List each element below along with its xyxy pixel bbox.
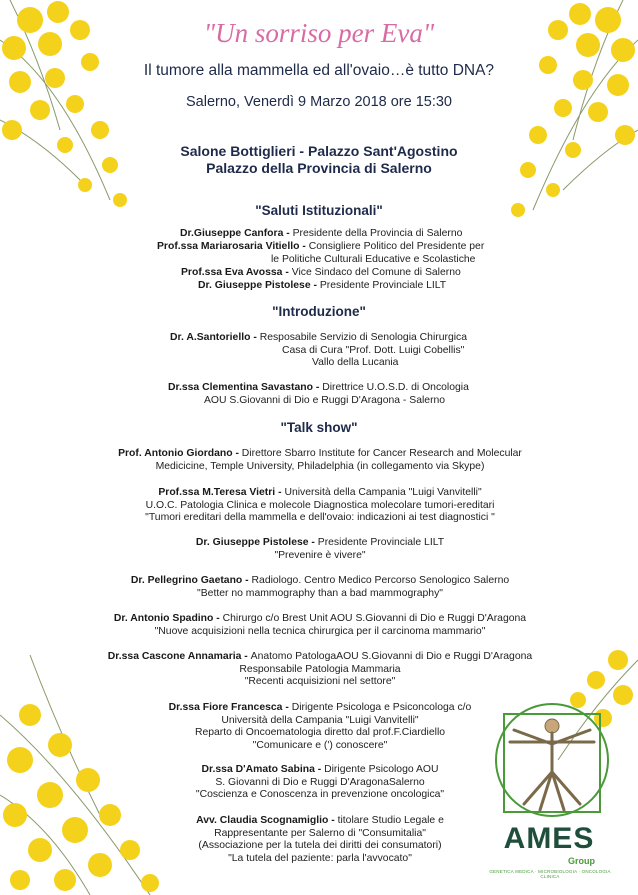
speaker-name: Avv. Claudia Scognamiglio - (196, 815, 338, 826)
talk-entry (120, 702, 520, 752)
talk-entry (90, 575, 550, 600)
speaker-detail: (Associazione per la tutela dei diritti dei consumatori) (198, 840, 442, 851)
talk-topic: "La tutela del paziente: parla l'avvocato" (228, 852, 412, 864)
saluti-entry (198, 280, 498, 293)
speaker-detail: Vallo della Lucania (312, 357, 399, 368)
speaker-name: Prof.ssa M.Teresa Vietri - (158, 487, 285, 498)
talk-topic: "Comunicare e (') conoscere" (252, 739, 388, 751)
venue-line-1: Salone Bottiglieri - Palazzo Sant'Agostino (180, 143, 458, 159)
speaker-name: Prof. Antonio Giordano - (118, 448, 242, 459)
speaker-name: Dr.Giuseppe Canfora - (180, 228, 293, 239)
speaker-role: Presidente Provinciale LILT (319, 280, 447, 291)
speaker-detail: Casa di Cura "Prof. Dott. Luigi Cobellis" (282, 344, 465, 356)
event-subtitle: Il tumore alla mammella ed all'ovaio…è tutto DNA? (143, 62, 495, 79)
event-venue (0, 143, 638, 177)
talk-topic: "Tumori ereditari della mammella e dell'ovaio: indicazioni ai test diagnostici " (145, 512, 495, 523)
saluti-entry (181, 267, 481, 280)
talk-topic: "Recenti acquisizioni nel settore" (244, 676, 396, 687)
speaker-role: Consigliere Politico del Presidente per (308, 241, 485, 252)
talk-entry (80, 651, 560, 689)
ames-logo: AMES (503, 822, 595, 855)
speaker-role: Direttrice U.O.S.D. di Oncologia (322, 382, 469, 393)
speaker-name: Dr.ssa Cascone Annamaria - (107, 651, 251, 662)
speaker-name: Prof.ssa Eva Avossa - (181, 267, 292, 278)
speaker-role-line-2: le Politiche Culturali Educative e Scolastiche (271, 253, 476, 265)
talk-entry (90, 448, 550, 473)
section-talk-heading: "Talk show" (280, 420, 358, 435)
ames-logo-group: Group (568, 856, 595, 866)
speaker-role: Vice Sindaco del Comune di Salerno (291, 267, 461, 278)
speaker-detail: AOU S.Giovanni di Dio e Ruggi D'Aragona - Salerno (204, 394, 446, 406)
ames-logo-tagline: GENETICA MEDICA · MICROBIOLOGIA · ONCOLOGIA CLINICA (489, 869, 611, 879)
talk-topic: "Coscienza e Conoscenza in prevenzione oncologica" (195, 789, 445, 800)
section-introduzione-heading: "Introduzione" (272, 304, 366, 319)
speaker-role: Dirigente Psicologa e Psiconcologa c/o (291, 702, 472, 713)
venue-line-2: Palazzo della Provincia di Salerno (206, 160, 432, 176)
speaker-role: Dirigente Psicologo AOU (324, 764, 439, 775)
speaker-name: Dr. Pellegrino Gaetano - (130, 575, 252, 586)
speaker-detail: S. Giovanni di Dio e Ruggi D'AragonaSalerno (215, 776, 425, 788)
speaker-name: Prof.ssa Mariarosaria Vitiello - (157, 241, 309, 252)
talk-topic: "Prevenire è vivere" (274, 549, 366, 561)
speaker-role: Università della Campania "Luigi Vanvitelli" (284, 487, 482, 498)
speaker-detail: Medicicine, Temple University, Philadelphia (in collegamento via Skype) (155, 460, 485, 472)
talk-entry (90, 537, 550, 562)
section-saluti-heading: "Saluti Istituzionali" (255, 203, 383, 218)
speaker-detail: Responsabile Patologia Mammaria (239, 663, 401, 675)
speaker-name: Dr. Giuseppe Pistolese - (198, 280, 320, 291)
speaker-name: Dr.ssa Clementina Savastano - (168, 382, 323, 393)
saluti-entry (180, 228, 480, 241)
talk-topic: "Nuove acquisizioni nella tecnica chirurgica per il carcinoma mammario" (154, 625, 486, 637)
speaker-role: Direttore Sbarro Institute for Cancer Research and Molecular (241, 448, 522, 459)
event-title: "Un sorriso per Eva" (203, 18, 435, 48)
talk-entry (120, 815, 520, 865)
intro-entry (170, 332, 510, 370)
speaker-detail: Rappresentante per Salerno di "Consumitalia" (214, 827, 426, 839)
intro-entry (168, 382, 508, 407)
speaker-role: Presidente della Provincia di Salerno (292, 228, 463, 239)
speaker-detail: Università della Campania "Luigi Vanvitelli" (221, 714, 419, 726)
speaker-role: Anatomo PatologaAOU S.Giovanni di Dio e Ruggi D'Aragona (250, 651, 533, 662)
speaker-name: Dr.ssa D'Amato Sabina - (201, 764, 325, 775)
event-date: Salerno, Venerdì 9 Marzo 2018 ore 15:30 (185, 94, 452, 110)
speaker-role: Chirurgo c/o Brest Unit AOU S.Giovanni di Dio e Ruggi D'Aragona (222, 613, 527, 624)
speaker-detail: Reparto di Oncoematologia diretto dal prof.F.Ciardiello (194, 727, 446, 738)
speaker-name: Dr. A.Santoriello - (170, 332, 260, 343)
talk-entry (120, 764, 520, 802)
talk-topic: "Better no mammography than a bad mammography" (197, 587, 443, 599)
speaker-detail: U.O.C. Patologia Clinica e molecole Diagnostica molecolare tumori-ereditari (145, 499, 495, 511)
speaker-role: Resposabile Servizio di Senologia Chirurgica (259, 332, 468, 343)
speaker-role: titolare Studio Legale e (337, 815, 444, 826)
talk-entry (80, 613, 560, 638)
speaker-name: Dr. Antonio Spadino - (113, 613, 223, 624)
speaker-role: Radiologo. Centro Medico Percorso Senologico Salerno (251, 575, 510, 586)
speaker-name: Dr.ssa Fiore Francesca - (168, 702, 292, 713)
saluti-entry (157, 241, 497, 266)
speaker-name: Dr. Giuseppe Pistolese - (195, 537, 318, 548)
speaker-role: Presidente Provinciale LILT (317, 537, 445, 548)
talk-entry (90, 487, 550, 525)
